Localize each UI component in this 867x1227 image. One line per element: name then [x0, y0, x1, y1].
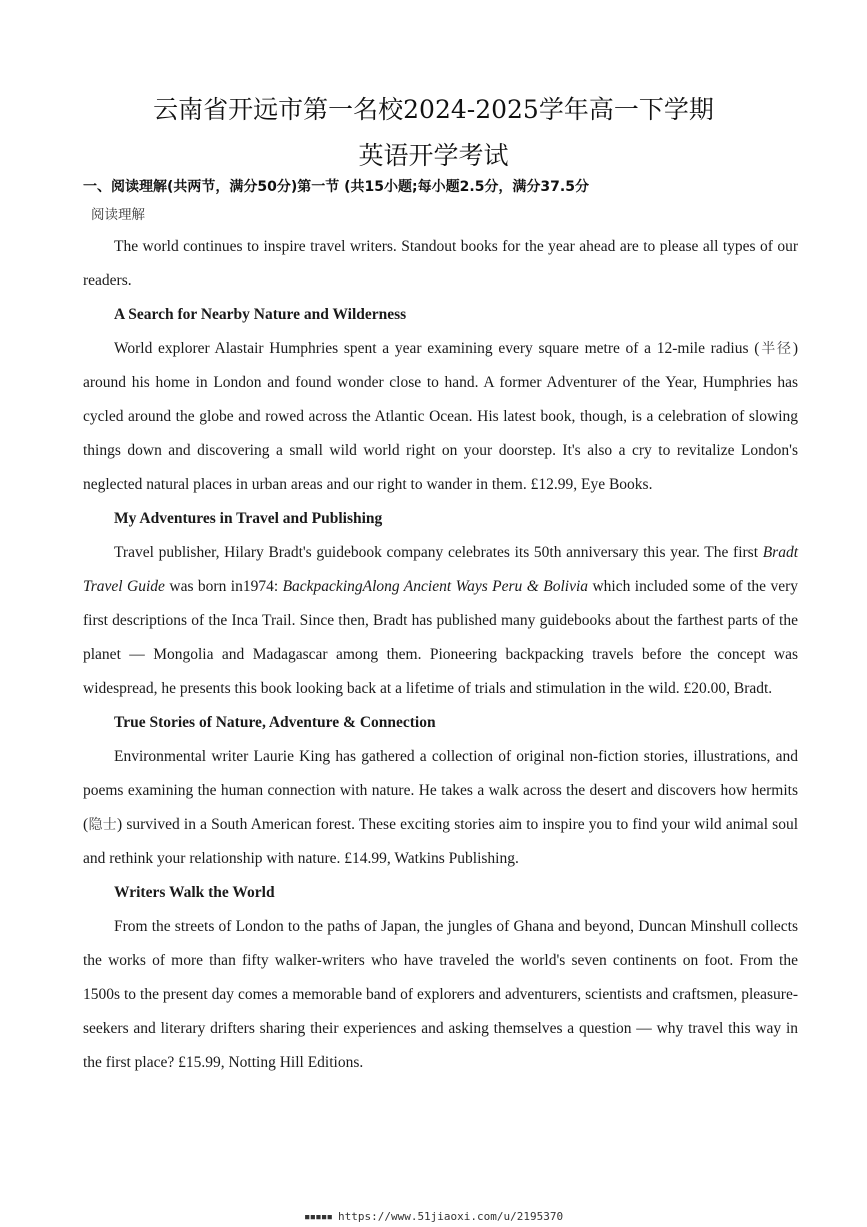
book-title: A Search for Nearby Nature and Wilderness: [114, 306, 407, 323]
watermark-glyph: ▪▪▪▪▪: [303, 1210, 332, 1223]
book-description: From the streets of London to the paths of Japan, the jungles of Ghana and beyond, Duncan Minshull collects the works of more than fifty walker-writers who have traveled the world's seven continents on foot. From the 1500s to the present day comes a memorable band of explorers and adventurers, scientists and craftsmen, pleasure-seekers and literary drifters sharing their experiences and asking themselves a question — why travel this way in the first place? £15.99, Notting Hill Editions.: [83, 918, 798, 1071]
book-name-italic: BackpackingAlong Ancient Ways Peru & Bolivia: [282, 578, 589, 595]
section-heading: 一、阅读理解(共两节，满分50分)第一节 (共15小题;每小题2.5分，满分37.5分: [83, 179, 589, 195]
book-title: My Adventures in Travel and Publishing: [114, 510, 383, 527]
gloss: 半径: [759, 341, 793, 357]
book-name-italic: Bradt Travel Guide: [83, 544, 798, 595]
reading-passage: [83, 230, 798, 1080]
page-title: 云南省开远市第一名校2024-2025学年高一下学期: [153, 95, 714, 124]
intro-paragraph: The world continues to inspire travel writers. Standout books for the year ahead are to please all types of our readers.: [83, 238, 798, 289]
book-description: World explorer Alastair Humphries spent a year examining every square metre of a 12-mile radius (半径) around his home in London and found wonder close to hand. A former Adventurer of the Year, Humphries has cycled around the globe and rowed across the Atlantic Ocean. His latest book, though, is a celebration of slowing things down and discovering a small wild world right on your doorstep. It's also a cry to revitalize London's neglected natural places in urban areas and our right to wander in them. £12.99, Eye Books.: [83, 340, 798, 493]
book-description: Travel publisher, Hilary Bradt's guidebook company celebrates its 50th anniversary this year. The first Bradt Travel Guide was born in1974: BackpackingAlong Ancient Ways Peru & Bolivia which included some of the very first descriptions of the Inca Trail. Since then, Bradt has published many guidebooks about the farthest parts of the planet — Mongolia and Madagascar among them. Pioneering backpacking travels before the concept was widespread, he presents this book looking back at a lifetime of trials and stimulation in the wild. £20.00, Bradt.: [83, 544, 799, 697]
book-title: True Stories of Nature, Adventure & Connection: [114, 714, 436, 731]
book-description: Environmental writer Laurie King has gathered a collection of original non-fiction stories, illustrations, and poems examining the human connection with nature. He takes a walk across the desert and discovers how hermits (隐士) survived in a South American forest. These exciting stories aim to inspire you to find your wild animal soul and rethink your relationship with nature. £14.99, Watkins Publishing.: [83, 748, 798, 867]
footer-url[interactable]: https://www.51jiaoxi.com/u/2195370: [337, 1210, 564, 1223]
book-title: Writers Walk the World: [114, 884, 275, 901]
page-subtitle: 英语开学考试: [358, 141, 509, 170]
subsection-label: 阅读理解: [91, 207, 145, 223]
footer: [0, 1210, 867, 1223]
gloss: 隐士: [88, 817, 118, 833]
